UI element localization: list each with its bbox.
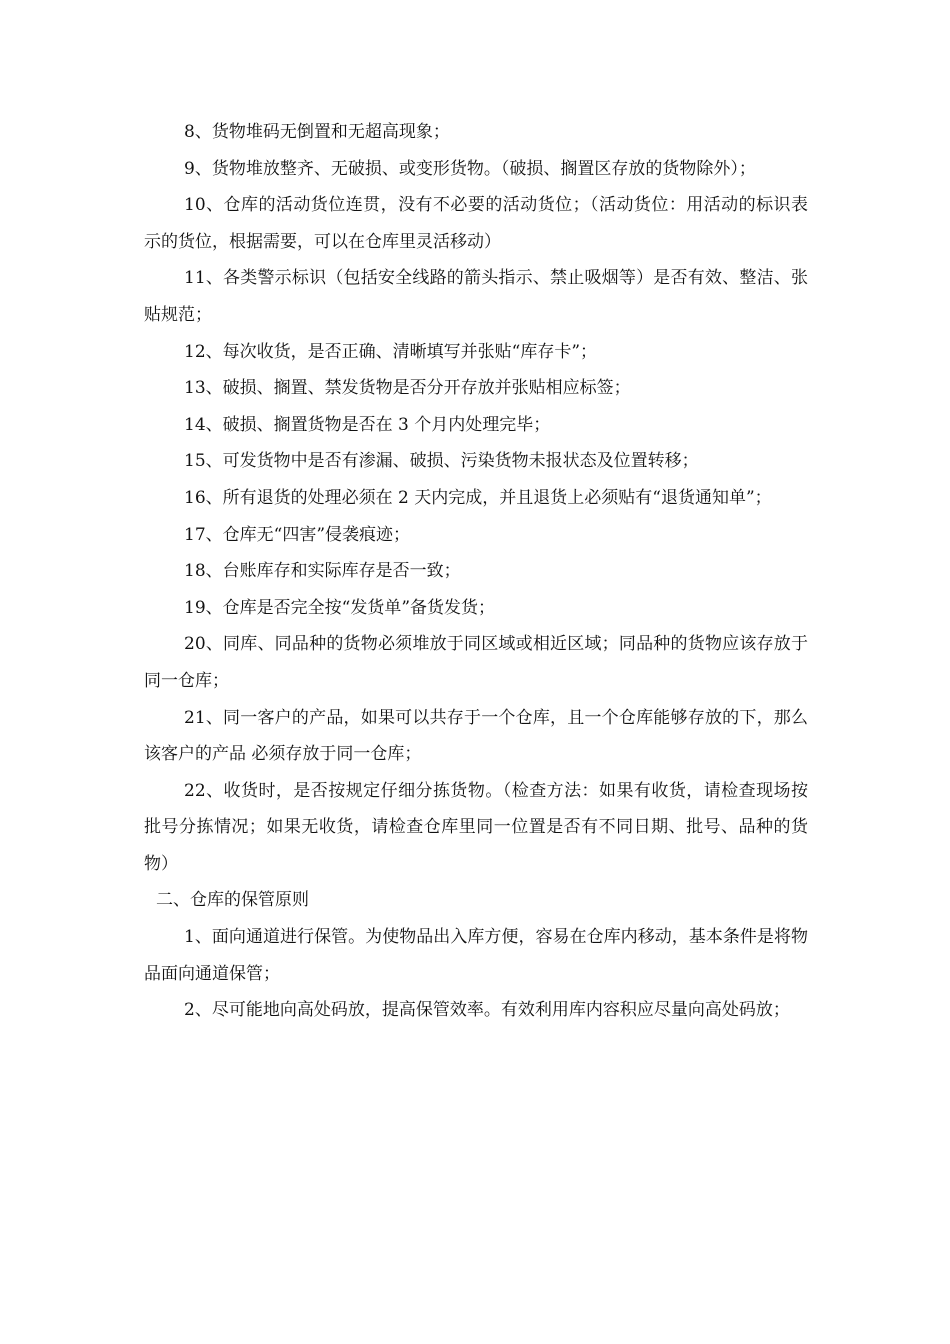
checklist-item-13: 13、破损、搁置、禁发货物是否分开存放并张贴相应标签； [184,378,631,399]
checklist-item-16: 16、所有退货的处理必须在 2 天内完成，并且退货上必须贴有“退货通知单”； [184,487,772,508]
document-body [144,114,808,1029]
checklist-item-11: 11、各类警示标识（包括安全线路的箭头指示、禁止吸烟等）是否有效、整洁、张贴规范； [144,268,808,325]
checklist-item-9: 9、货物堆放整齐、无破损、或变形货物。（破损、搁置区存放的货物除外）； [184,158,756,179]
checklist-item-10: 10、仓库的活动货位连贯，没有不必要的活动货位；（活动货位：用活动的标识表示的货位，根据需要，可以在仓库里灵活移动） [144,195,808,252]
section-heading: 二、仓库的保管原则 [156,890,309,911]
checklist-item-14: 14、破损、搁置货物是否在 3 个月内处理完毕； [184,414,551,435]
checklist-item-19: 19、仓库是否完全按“发货单”备货发货； [184,597,496,618]
checklist-item-17: 17、仓库无“四害”侵袭痕迹； [184,524,411,545]
checklist-item-15: 15、可发货物中是否有渗漏、破损、污染货物未报状态及位置转移； [184,451,699,472]
principle-item-1: 1、面向通道进行保管。为使物品出入库方便，容易在仓库内移动，基本条件是将物品面向通道保管； [144,927,808,984]
checklist-item-18: 18、台账库存和实际库存是否一致； [184,561,461,582]
checklist-item-12: 12、每次收货，是否正确、清晰填写并张贴“库存卡”； [184,341,598,362]
checklist-item-21: 21、同一客户的产品，如果可以共存于一个仓库，且一个仓库能够存放的下，那么该客户的产品 必须存放于同一仓库； [144,707,808,765]
checklist-item-22: 22、收货时，是否按规定仔细分拣货物。（检查方法：如果有收货，请检查现场按批号分拣情况；如果无收货，请检查仓库里同一位置是否有不同日期、批号、品种的货物） [144,780,808,874]
checklist-item-8: 8、货物堆码无倒置和无超高现象； [184,122,450,142]
checklist-item-20: 20、同库、同品种的货物必须堆放于同区域或相近区域；同品种的货物应该存放于同一仓库； [144,634,808,691]
principle-item-2: 2、尽可能地向高处码放，提高保管效率。有效利用库内容积应尽量向高处码放； [184,1000,790,1021]
